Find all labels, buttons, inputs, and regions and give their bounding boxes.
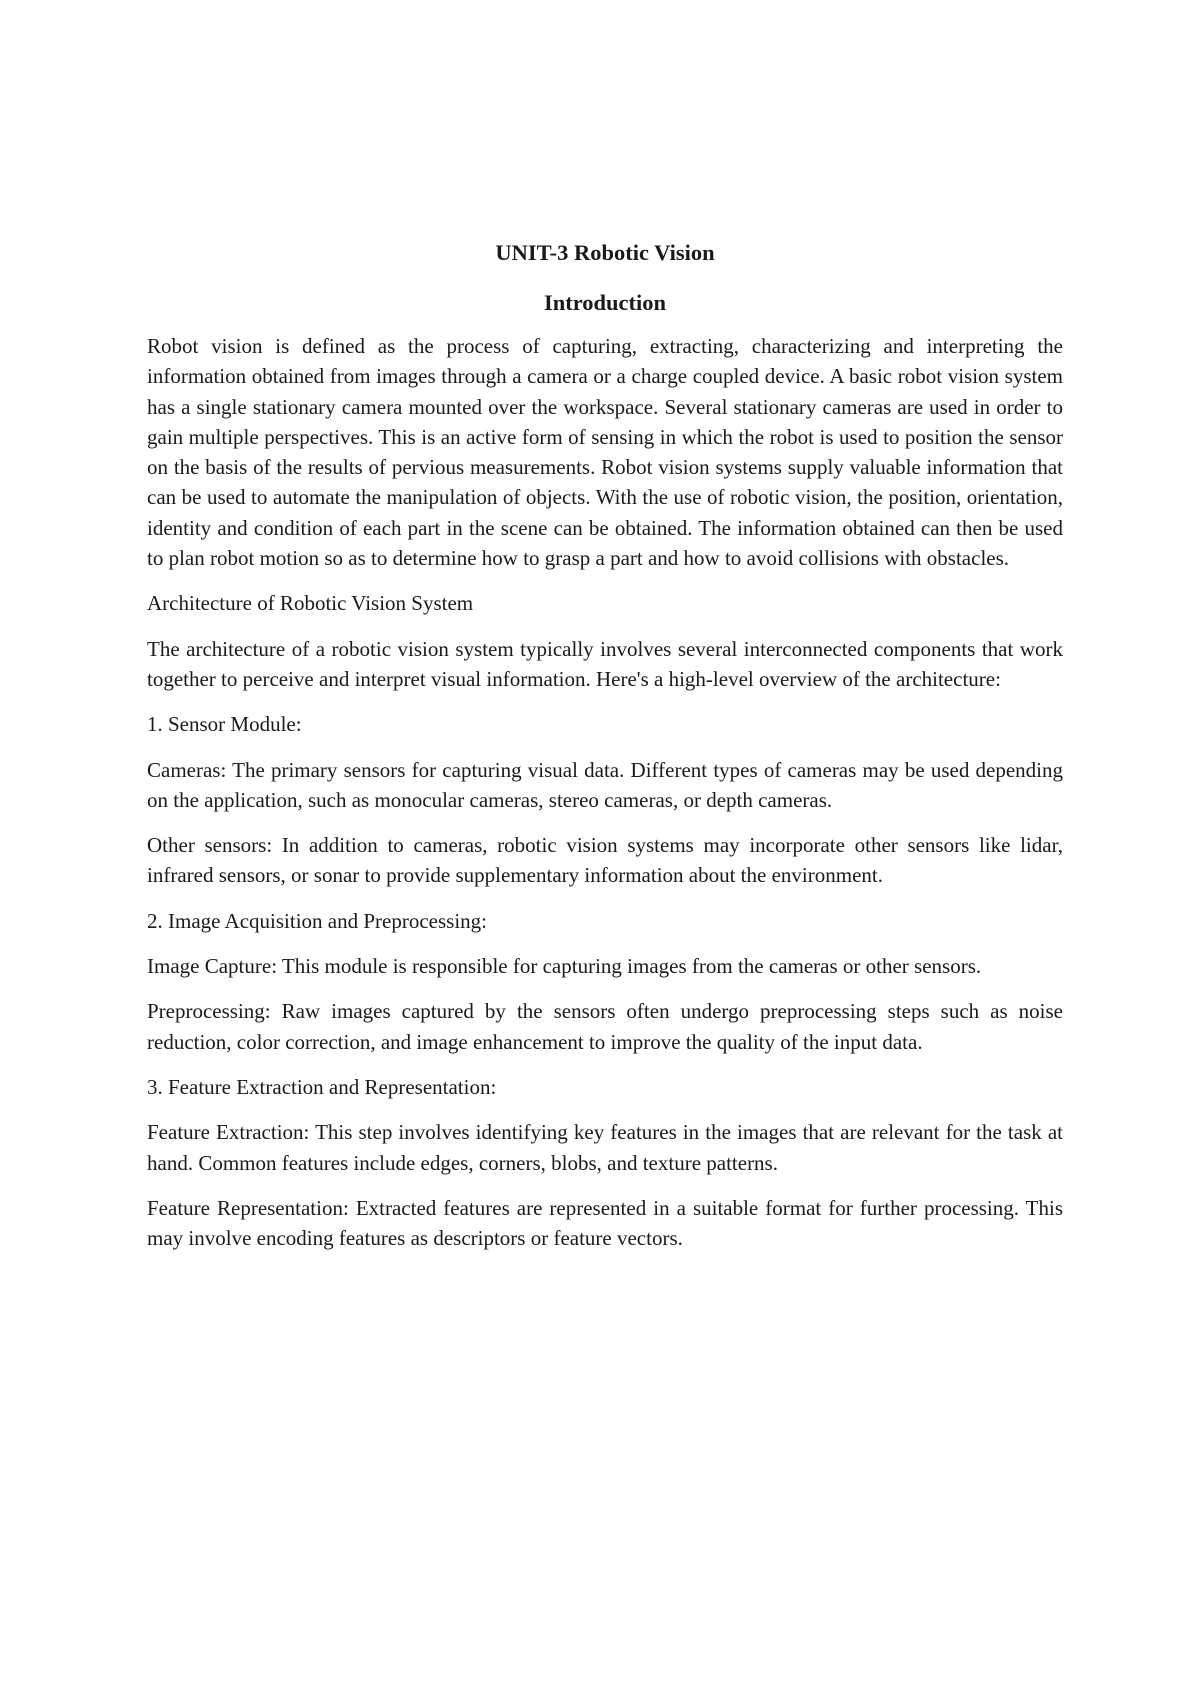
intro-paragraph: Robot vision is defined as the process of capturing, extracting, characterizing and interpreting the information obtained from images through a camera or a charge coupled device. A basic robot vision system has a single stationary camera mounted over the workspace. Several stationary cameras are used in order to gain multiple perspectives. This is an active form of sensing in which the robot is used to position the sensor on the basis of the results of pervious measurements. Robot vision systems supply valuable information that can be used to automate the manipulation of objects. With the use of robotic vision, the position, orientation, identity and condition of each part in the scene can be obtained. The information obtained can then be used to plan robot motion so as to determine how to grasp a part and how to avoid collisions with obstacles. <box>147 334 1063 571</box>
architecture-paragraph: The architecture of a robotic vision system typically involves several interconnected components that work together to perceive and interpret visual information. Here's a high-level overview of the architecture: <box>147 636 1063 691</box>
paragraph-feature-representation: Feature Representation: Extracted features are represented in a suitable format for further processing. This may involve encoding features as descriptors or feature vectors. <box>147 1195 1063 1251</box>
paragraph-cameras: Cameras: The primary sensors for capturing visual data. Different types of cameras may be used depending on the application, such as monocular cameras, stereo cameras, or depth cameras. <box>147 757 1063 812</box>
section-heading-image-acquisition: 2. Image Acquisition and Preprocessing: <box>147 908 488 933</box>
section-heading-feature-extraction: 3. Feature Extraction and Representation: <box>147 1074 497 1099</box>
section-heading-sensor-module: 1. Sensor Module: <box>147 712 302 737</box>
paragraph-other-sensors: Other sensors: In addition to cameras, robotic vision systems may incorporate other sensors like lidar, infrared sensors, or sonar to provide supplementary information about the environment. <box>147 833 1063 888</box>
paragraph-feature-extraction: Feature Extraction: This step involves identifying key features in the images that are relevant for the task at hand. Common features include edges, corners, blobs, and texture patterns. <box>147 1120 1063 1175</box>
section-title-introduction: Introduction <box>543 290 667 315</box>
architecture-heading: Architecture of Robotic Vision System <box>147 591 474 616</box>
paragraph-preprocessing: Preprocessing: Raw images captured by the sensors often undergo preprocessing steps such as noise reduction, color correction, and image enhancement to improve the quality of the input data. <box>147 999 1063 1054</box>
document-page <box>147 238 1063 1268</box>
paragraph-image-capture: Image Capture: This module is responsible for capturing images from the cameras or other sensors. <box>147 954 982 979</box>
document-title: UNIT-3 Robotic Vision <box>495 240 715 265</box>
